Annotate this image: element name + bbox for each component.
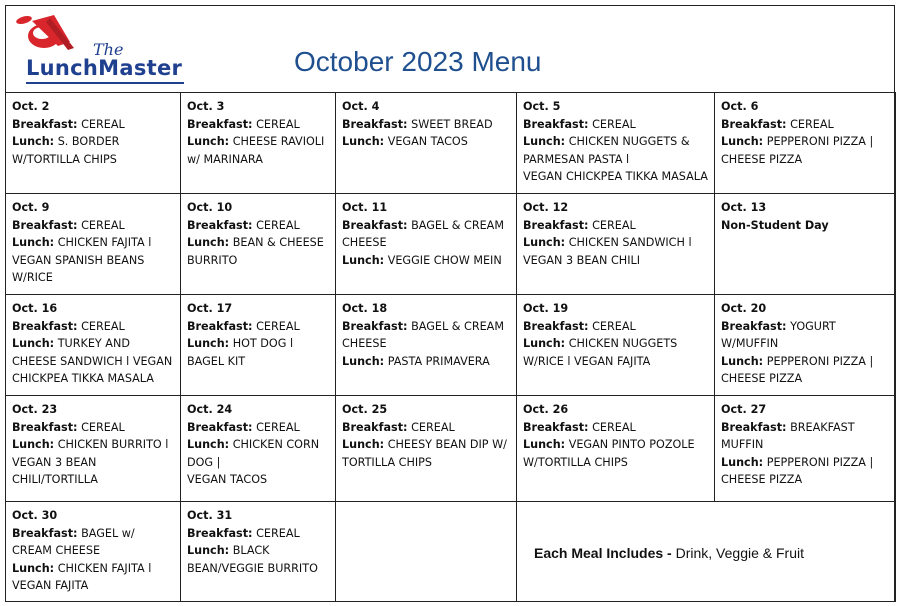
lunch-item: CHICKEN FAJITA l VEGAN FAJITA <box>12 561 152 593</box>
breakfast-label: Breakfast: <box>12 420 78 434</box>
lunch-item: PEPPERONI PIZZA | CHEESE PIZZA <box>721 455 874 487</box>
breakfast-item: BREAKFAST MUFFIN <box>721 420 855 452</box>
lunch-item: PEPPERONI PIZZA | CHEESE PIZZA <box>721 354 874 386</box>
day-cell <box>715 93 896 194</box>
lunch-item: PEPPERONI PIZZA | CHEESE PIZZA <box>721 135 874 166</box>
breakfast-label: Breakfast: <box>12 117 78 131</box>
lunch-label: Lunch: <box>342 354 385 368</box>
breakfast-item: BAGEL w/ CREAM CHEESE <box>12 526 135 558</box>
breakfast-label: Breakfast: <box>721 117 787 131</box>
day-cell <box>336 295 517 396</box>
lunch-item: VEGGIE CHOW MEIN <box>387 253 502 267</box>
breakfast-label: Breakfast: <box>12 319 78 333</box>
week-row <box>6 194 896 295</box>
day-cell <box>181 93 336 194</box>
breakfast-item: CEREAL <box>256 526 300 540</box>
breakfast-item: CEREAL <box>256 218 300 232</box>
breakfast-label: Breakfast: <box>187 526 253 540</box>
lunch-item: PASTA PRIMAVERA <box>387 354 490 368</box>
lunch-item: CHICKEN SANDWICH l VEGAN 3 BEAN CHILI <box>523 236 692 267</box>
day-date: Oct. 4 <box>342 100 380 113</box>
breakfast-item: CEREAL <box>81 319 125 333</box>
day-date: Oct. 11 <box>342 201 388 214</box>
lunch-item: BEAN & CHEESE BURRITO <box>187 236 324 267</box>
lunch-label: Lunch: <box>12 561 55 575</box>
lunch-item: CHICKEN BURRITO l VEGAN 3 BEAN CHILI/TORTILLA <box>12 438 169 487</box>
meal-includes-note <box>517 502 896 602</box>
chef-hat-logo-icon <box>14 12 86 58</box>
breakfast-item: BAGEL & CREAM CHEESE <box>342 319 504 351</box>
day-cell <box>6 93 181 194</box>
lunch-item-vegan: VEGAN CHICKPEA TIKKA MASALA <box>523 170 708 184</box>
includes-label: Each Meal Includes - <box>534 545 672 562</box>
week-row <box>6 93 896 194</box>
breakfast-label: Breakfast: <box>342 117 408 131</box>
lunch-label: Lunch: <box>523 438 566 452</box>
day-cell <box>336 396 517 502</box>
day-cell <box>336 194 517 295</box>
breakfast-item: CEREAL <box>256 117 300 131</box>
lunch-item: HOT DOG l BAGEL KIT <box>187 337 294 368</box>
breakfast-label: Breakfast: <box>721 319 787 333</box>
day-date: Oct. 24 <box>187 403 233 416</box>
lunch-label: Lunch: <box>12 236 55 250</box>
day-cell <box>517 194 715 295</box>
breakfast-item: YOGURT W/MUFFIN <box>721 319 836 351</box>
day-date: Oct. 30 <box>12 509 58 522</box>
lunch-label: Lunch: <box>342 438 385 452</box>
empty-cell <box>336 502 517 602</box>
breakfast-item: CEREAL <box>411 420 455 434</box>
breakfast-label: Breakfast: <box>523 420 589 434</box>
lunch-label: Lunch: <box>12 135 55 149</box>
week-row <box>6 502 896 602</box>
lunch-label: Lunch: <box>187 544 230 558</box>
breakfast-item: CEREAL <box>81 420 125 434</box>
day-cell <box>181 502 336 602</box>
day-date: Oct. 10 <box>187 201 233 214</box>
day-date: Oct. 26 <box>523 403 569 416</box>
breakfast-item: CEREAL <box>790 117 834 131</box>
menu-page <box>5 5 895 602</box>
week-row <box>6 396 896 502</box>
breakfast-label: Breakfast: <box>187 420 253 434</box>
lunch-item-vegan: VEGAN TACOS <box>187 473 268 487</box>
breakfast-label: Breakfast: <box>523 319 589 333</box>
day-date: Oct. 20 <box>721 302 767 315</box>
day-cell <box>181 295 336 396</box>
day-date: Oct. 16 <box>12 302 58 315</box>
week-row <box>6 295 896 396</box>
breakfast-item: CEREAL <box>592 117 636 131</box>
logo-the-text: The <box>93 40 124 59</box>
lunch-label: Lunch: <box>342 135 385 149</box>
breakfast-item: CEREAL <box>256 319 300 333</box>
lunch-label: Lunch: <box>342 253 385 267</box>
lunch-item: TURKEY AND CHEESE SANDWICH l VEGAN CHICKPEA TIKKA MASALA <box>12 337 173 386</box>
logo-underline <box>26 82 184 84</box>
lunch-item: CHICKEN CORN DOG | <box>187 438 320 469</box>
breakfast-item: CEREAL <box>81 218 125 232</box>
day-date: Oct. 17 <box>187 302 233 315</box>
lunchmaster-logo <box>14 12 194 84</box>
breakfast-item: CEREAL <box>592 218 636 232</box>
lunch-item: S. BORDER W/TORTILLA CHIPS <box>12 135 120 166</box>
day-cell <box>6 396 181 502</box>
breakfast-label: Breakfast: <box>187 319 253 333</box>
lunch-label: Lunch: <box>187 236 230 250</box>
day-cell <box>517 93 715 194</box>
day-date: Oct. 2 <box>12 100 50 113</box>
breakfast-item: SWEET BREAD <box>411 117 493 131</box>
day-date: Oct. 27 <box>721 403 767 416</box>
day-date: Oct. 31 <box>187 509 233 522</box>
breakfast-label: Breakfast: <box>523 117 589 131</box>
breakfast-label: Breakfast: <box>187 218 253 232</box>
lunch-label: Lunch: <box>721 135 764 149</box>
lunch-item: CHEESE RAVIOLI w/ MARINARA <box>187 135 325 166</box>
breakfast-label: Breakfast: <box>12 526 78 540</box>
day-cell <box>181 396 336 502</box>
day-date: Oct. 6 <box>721 100 759 113</box>
day-cell <box>715 295 896 396</box>
day-date: Oct. 12 <box>523 201 569 214</box>
lunch-label: Lunch: <box>523 135 566 149</box>
breakfast-item: CEREAL <box>592 420 636 434</box>
lunch-item: VEGAN PINTO POZOLE W/TORTILLA CHIPS <box>523 438 695 469</box>
day-cell <box>517 396 715 502</box>
day-cell <box>517 295 715 396</box>
day-date: Oct. 13 <box>721 201 767 214</box>
breakfast-item: CEREAL <box>592 319 636 333</box>
lunch-label: Lunch: <box>523 337 566 351</box>
breakfast-label: Breakfast: <box>342 319 408 333</box>
lunch-label: Lunch: <box>187 135 230 149</box>
breakfast-item: BAGEL & CREAM CHEESE <box>342 218 504 250</box>
lunch-item: VEGAN TACOS <box>387 135 468 149</box>
day-cell <box>336 93 517 194</box>
lunch-item: CHICKEN FAJITA l VEGAN SPANISH BEANS W/RICE <box>12 236 152 285</box>
lunch-label: Lunch: <box>523 236 566 250</box>
day-cell <box>6 295 181 396</box>
breakfast-item: CEREAL <box>81 117 125 131</box>
day-cell <box>6 502 181 602</box>
lunch-label: Lunch: <box>12 438 55 452</box>
lunch-item: BLACK BEAN/VEGGIE BURRITO <box>187 544 318 575</box>
includes-text: Drink, Veggie & Fruit <box>675 545 804 562</box>
breakfast-label: Breakfast: <box>342 218 408 232</box>
lunch-item: CHICKEN NUGGETS W/RICE l VEGAN FAJITA <box>523 337 678 368</box>
lunch-label: Lunch: <box>721 354 764 368</box>
day-date: Oct. 25 <box>342 403 388 416</box>
menu-calendar-grid <box>5 92 896 602</box>
breakfast-label: Breakfast: <box>342 420 408 434</box>
day-cell <box>181 194 336 295</box>
page-title: October 2023 Menu <box>294 46 542 77</box>
lunch-label: Lunch: <box>721 455 764 469</box>
day-date: Oct. 19 <box>523 302 569 315</box>
lunch-label: Lunch: <box>12 337 55 351</box>
non-student-day-note: Non-Student Day <box>721 218 829 232</box>
day-cell <box>6 194 181 295</box>
lunch-item: CHICKEN NUGGETS & PARMESAN PASTA l <box>523 135 690 166</box>
day-cell <box>715 396 896 502</box>
lunch-label: Lunch: <box>187 438 230 452</box>
day-cell <box>715 194 896 295</box>
breakfast-label: Breakfast: <box>523 218 589 232</box>
breakfast-item: CEREAL <box>256 420 300 434</box>
breakfast-label: Breakfast: <box>187 117 253 131</box>
lunch-item: CHEESY BEAN DIP W/ TORTILLA CHIPS <box>342 438 507 469</box>
day-date: Oct. 18 <box>342 302 388 315</box>
day-date: Oct. 3 <box>187 100 225 113</box>
lunch-label: Lunch: <box>187 337 230 351</box>
header <box>6 6 894 92</box>
day-date: Oct. 5 <box>523 100 561 113</box>
day-date: Oct. 23 <box>12 403 58 416</box>
breakfast-label: Breakfast: <box>721 420 787 434</box>
breakfast-label: Breakfast: <box>12 218 78 232</box>
day-date: Oct. 9 <box>12 201 50 214</box>
logo-wordmark: LunchMaster <box>26 56 183 80</box>
